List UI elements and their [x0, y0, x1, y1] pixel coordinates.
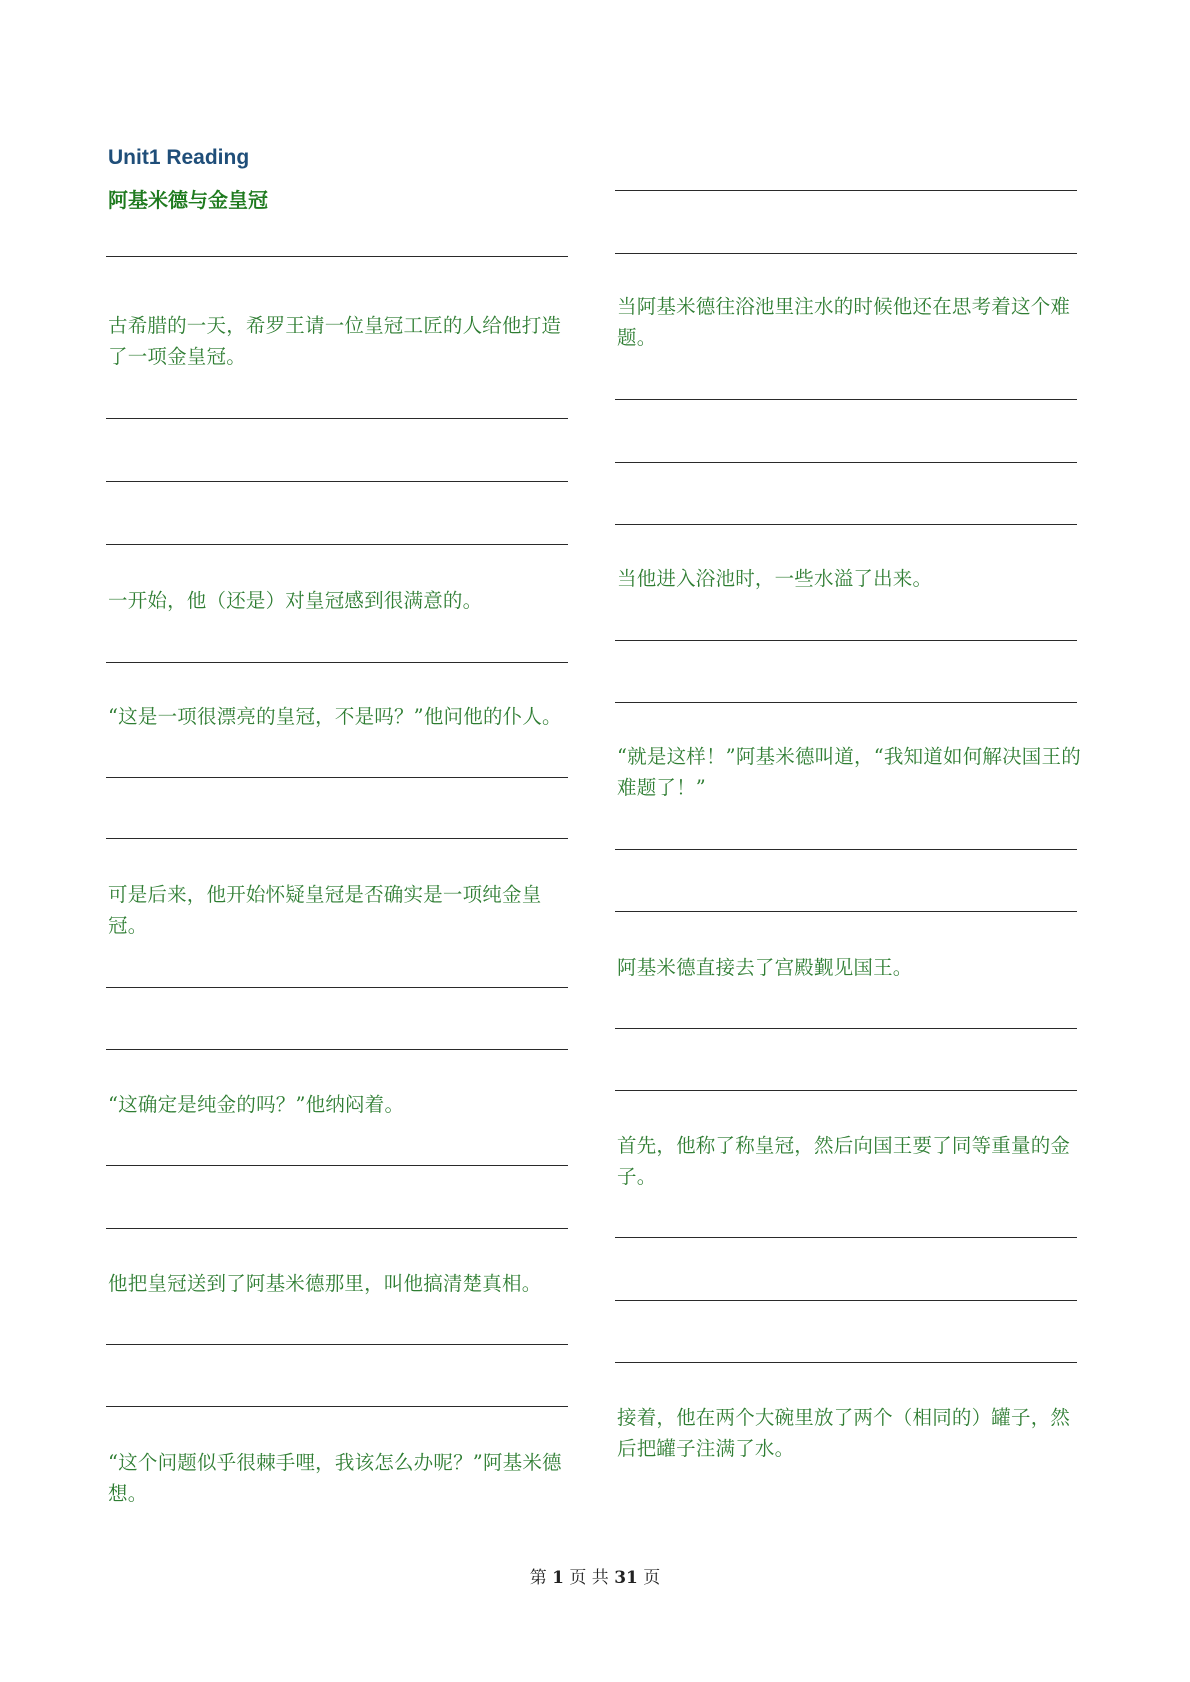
answer-line: [615, 1090, 1077, 1091]
answer-line: [106, 838, 568, 839]
current-page-number: 1: [552, 1568, 564, 1588]
answer-line: [106, 544, 568, 545]
answer-line: [615, 640, 1077, 641]
sentence-6: 他把皇冠送到了阿基米德那里，叫他搞清楚真相。: [108, 1272, 542, 1295]
answer-line: [615, 911, 1077, 912]
sentence-10: “就是这样！”阿基米德叫道，“我知道如何解决国王的难题了！”: [617, 745, 1081, 799]
answer-line: [615, 462, 1077, 463]
right-column: [615, 0, 1081, 1682]
footer-prefix: 第: [529, 1568, 547, 1588]
answer-line: [106, 777, 568, 778]
answer-line: [106, 418, 568, 419]
answer-line: [615, 702, 1077, 703]
answer-line: [106, 987, 568, 988]
answer-line: [106, 1344, 568, 1345]
page-footer: [0, 1563, 1190, 1588]
answer-line: [106, 1406, 568, 1407]
document-subtitle: 阿基米德与金皇冠: [108, 188, 268, 212]
sentence-13: 接着，他在两个大碗里放了两个（相同的）罐子，然后把罐子注满了水。: [617, 1406, 1071, 1460]
answer-line: [106, 1228, 568, 1229]
sentence-7: “这个问题似乎很棘手哩，我该怎么办呢？”阿基米德想。: [108, 1451, 562, 1505]
sentence-9: 当他进入浴池时，一些水溢了出来。: [617, 567, 933, 590]
answer-line: [106, 1165, 568, 1166]
answer-line: [615, 1237, 1077, 1238]
sentence-5: “这确定是纯金的吗？”他纳闷着。: [108, 1093, 405, 1116]
answer-line: [106, 481, 568, 482]
answer-line: [615, 399, 1077, 400]
answer-line: [615, 524, 1077, 525]
sentence-4: 可是后来，他开始怀疑皇冠是否确实是一项纯金皇冠。: [108, 883, 542, 937]
total-page-count: 31: [614, 1568, 638, 1588]
footer-suffix: 页: [643, 1568, 661, 1588]
answer-line: [615, 1362, 1077, 1363]
document-title: Unit1 Reading: [108, 146, 250, 169]
sentence-3: “这是一项很漂亮的皇冠，不是吗？”他问他的仆人。: [108, 705, 562, 728]
sentence-1: 古希腊的一天，希罗王请一位皇冠工匠的人给他打造了一项金皇冠。: [108, 314, 562, 368]
sentence-8: 当阿基米德往浴池里注水的时候他还在思考着这个难题。: [617, 295, 1071, 349]
answer-line: [106, 256, 568, 257]
left-column: [106, 0, 568, 1682]
footer-middle: 页 共: [569, 1568, 609, 1588]
sentence-12: 首先，他称了称皇冠，然后向国王要了同等重量的金子。: [617, 1134, 1071, 1188]
answer-line: [615, 1028, 1077, 1029]
answer-line: [615, 1300, 1077, 1301]
answer-line: [615, 849, 1077, 850]
answer-line: [615, 190, 1077, 191]
answer-line: [106, 662, 568, 663]
answer-line: [106, 1049, 568, 1050]
sentence-11: 阿基米德直接去了宫殿觐见国王。: [617, 956, 913, 979]
answer-line: [615, 253, 1077, 254]
sentence-2: 一开始，他（还是）对皇冠感到很满意的。: [108, 589, 483, 612]
